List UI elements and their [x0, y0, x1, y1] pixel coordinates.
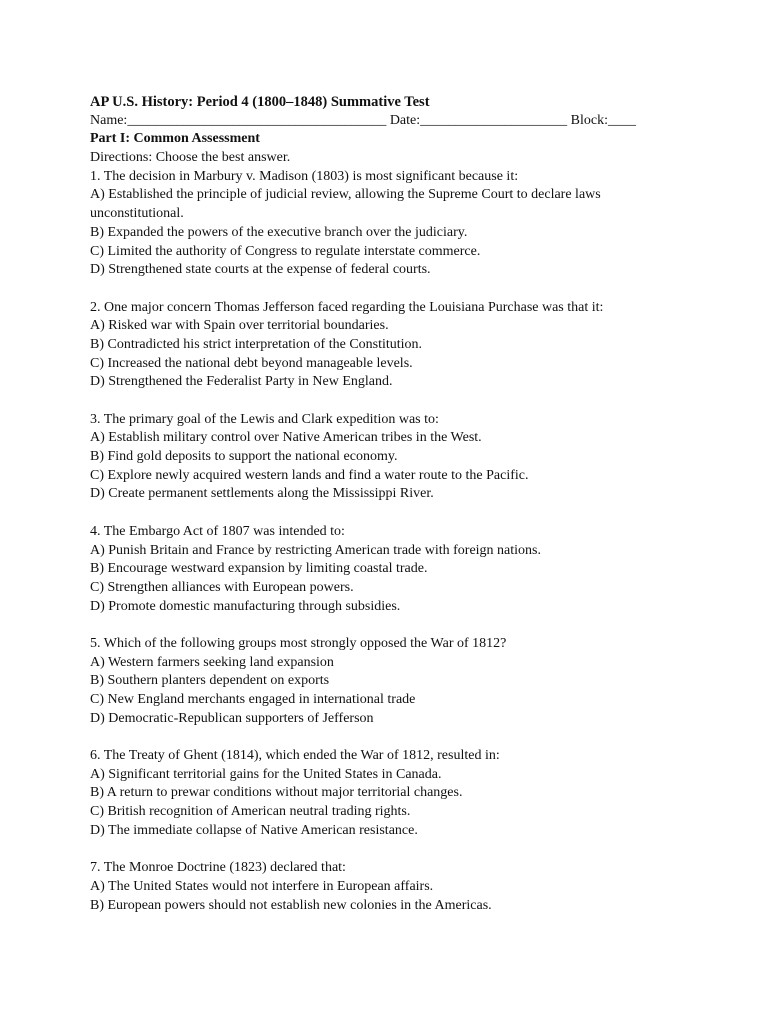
part-heading: Part I: Common Assessment [90, 131, 260, 147]
answer-option: A) Established the principle of judicial review, allowing the Supreme Court to declare laws unconstitutional. [90, 187, 601, 222]
answer-option: C) British recognition of American neutral trading rights. [90, 804, 411, 820]
question-1 [90, 168, 690, 280]
question-stem: 1. The decision in Marbury v. Madison (1803) is most significant because it: [90, 168, 519, 184]
question-4 [90, 523, 690, 616]
answer-option: D) Democratic-Republican supporters of Jefferson [90, 710, 374, 726]
answer-option: B) European powers should not establish new colonies in the Americas. [90, 897, 492, 913]
answer-option: A) Establish military control over Native American tribes in the West. [90, 430, 482, 446]
answer-option: B) Find gold deposits to support the national economy. [90, 449, 398, 465]
answer-option: D) The immediate collapse of Native American resistance. [90, 822, 418, 838]
answer-option: C) Explore newly acquired western lands and find a water route to the Pacific. [90, 467, 529, 483]
test-title: AP U.S. History: Period 4 (1800–1848) Summative Test [90, 94, 430, 110]
answer-option: D) Promote domestic manufacturing through subsidies. [90, 598, 401, 614]
question-stem: 7. The Monroe Doctrine (1823) declared that: [90, 860, 346, 876]
answer-option: C) Limited the authority of Congress to regulate interstate commerce. [90, 243, 481, 259]
question-stem: 6. The Treaty of Ghent (1814), which ended the War of 1812, resulted in: [90, 748, 500, 764]
question-3 [90, 411, 690, 504]
answer-option: A) Punish Britain and France by restricting American trade with foreign nations. [90, 542, 542, 558]
spacer [90, 280, 690, 299]
answer-option: B) Contradicted his strict interpretation of the Constitution. [90, 336, 423, 352]
answer-option: C) Increased the national debt beyond manageable levels. [90, 355, 413, 371]
question-7 [90, 859, 690, 915]
answer-option: D) Strengthened the Federalist Party in New England. [90, 374, 393, 390]
spacer [90, 504, 690, 523]
question-stem: 3. The primary goal of the Lewis and Clark expedition was to: [90, 411, 439, 427]
document-page [90, 93, 690, 915]
spacer [90, 616, 690, 635]
answer-option: A) Western farmers seeking land expansion [90, 654, 334, 670]
question-2 [90, 299, 690, 392]
answer-option: B) Expanded the powers of the executive branch over the judiciary. [90, 224, 468, 240]
spacer [90, 841, 690, 860]
name-date-block-line: Name:_____________________________________ Date:_____________________ Block:____ [90, 112, 636, 128]
spacer [90, 392, 690, 411]
spacer [90, 728, 690, 747]
question-6 [90, 747, 690, 840]
answer-option: D) Create permanent settlements along the Mississippi River. [90, 486, 434, 502]
answer-option: B) Southern planters dependent on exports [90, 673, 330, 689]
answer-option: B) A return to prewar conditions without major territorial changes. [90, 785, 463, 801]
answer-option: B) Encourage westward expansion by limiting coastal trade. [90, 561, 428, 577]
answer-option: D) Strengthened state courts at the expense of federal courts. [90, 262, 431, 278]
question-stem: 2. One major concern Thomas Jefferson faced regarding the Louisiana Purchase was that it: [90, 299, 604, 315]
directions-text: Directions: Choose the best answer. [90, 150, 291, 166]
question-5 [90, 635, 690, 728]
answer-option: A) The United States would not interfere in European affairs. [90, 878, 434, 894]
answer-option: A) Significant territorial gains for the United States in Canada. [90, 766, 442, 782]
answer-option: A) Risked war with Spain over territorial boundaries. [90, 318, 389, 334]
question-stem: 4. The Embargo Act of 1807 was intended to: [90, 523, 345, 539]
answer-option: C) Strengthen alliances with European powers. [90, 579, 354, 595]
answer-option: C) New England merchants engaged in international trade [90, 692, 416, 708]
question-stem: 5. Which of the following groups most strongly opposed the War of 1812? [90, 635, 507, 651]
